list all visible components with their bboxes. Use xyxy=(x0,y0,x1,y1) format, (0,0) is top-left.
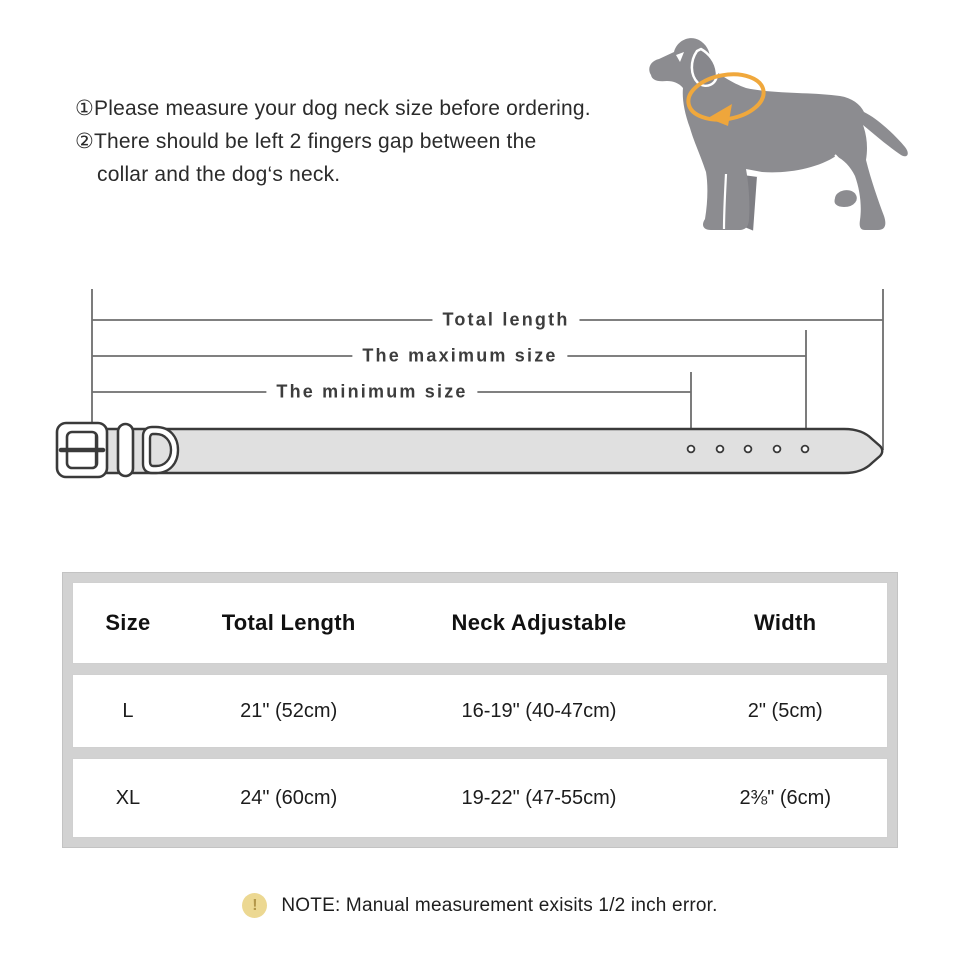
instruction-line-1: ①Please measure your dog neck size before ordering. xyxy=(75,97,591,120)
dog-far-hind-paw xyxy=(833,189,857,208)
dog-figure xyxy=(638,26,922,242)
size-table xyxy=(62,572,898,848)
header-size: Size xyxy=(105,610,151,635)
cell-size: L xyxy=(122,699,134,722)
maximum-size-label: The maximum size xyxy=(352,345,567,368)
instruction-line-2: ②There should be left 2 fingers gap between the xyxy=(75,130,537,153)
cell-total-length: 24" (60cm) xyxy=(240,786,338,809)
cell-neck-adjustable: 16-19" (40-47cm) xyxy=(461,699,617,722)
collar-strap xyxy=(96,429,882,473)
table-row xyxy=(72,758,888,838)
note-text: NOTE: Manual measurement exisits 1/2 inch error. xyxy=(281,894,718,916)
collar-keeper xyxy=(118,424,133,476)
minimum-size-label: The minimum size xyxy=(266,381,477,404)
table-row xyxy=(72,674,888,748)
size-table-header-row xyxy=(72,582,888,664)
note-row xyxy=(0,893,960,918)
cell-size: XL xyxy=(115,786,141,809)
measuring-instructions xyxy=(75,92,591,191)
cell-total-length: 21" (52cm) xyxy=(240,699,338,722)
dog-silhouette-icon xyxy=(638,26,922,242)
header-total-length: Total Length xyxy=(221,610,356,635)
total-length-label: Total length xyxy=(432,309,579,332)
cell-neck-adjustable: 19-22" (47-55cm) xyxy=(461,786,617,809)
cell-width: 2" (5cm) xyxy=(747,699,823,722)
header-neck-adjustable: Neck Adjustable xyxy=(451,610,627,635)
instruction-line-3: collar and the dog‘s neck. xyxy=(97,163,341,186)
header-width: Width xyxy=(754,610,817,635)
exclamation-icon: ! xyxy=(242,893,267,918)
cell-width: 2⅜" (6cm) xyxy=(739,786,831,809)
dog-body xyxy=(649,38,908,230)
